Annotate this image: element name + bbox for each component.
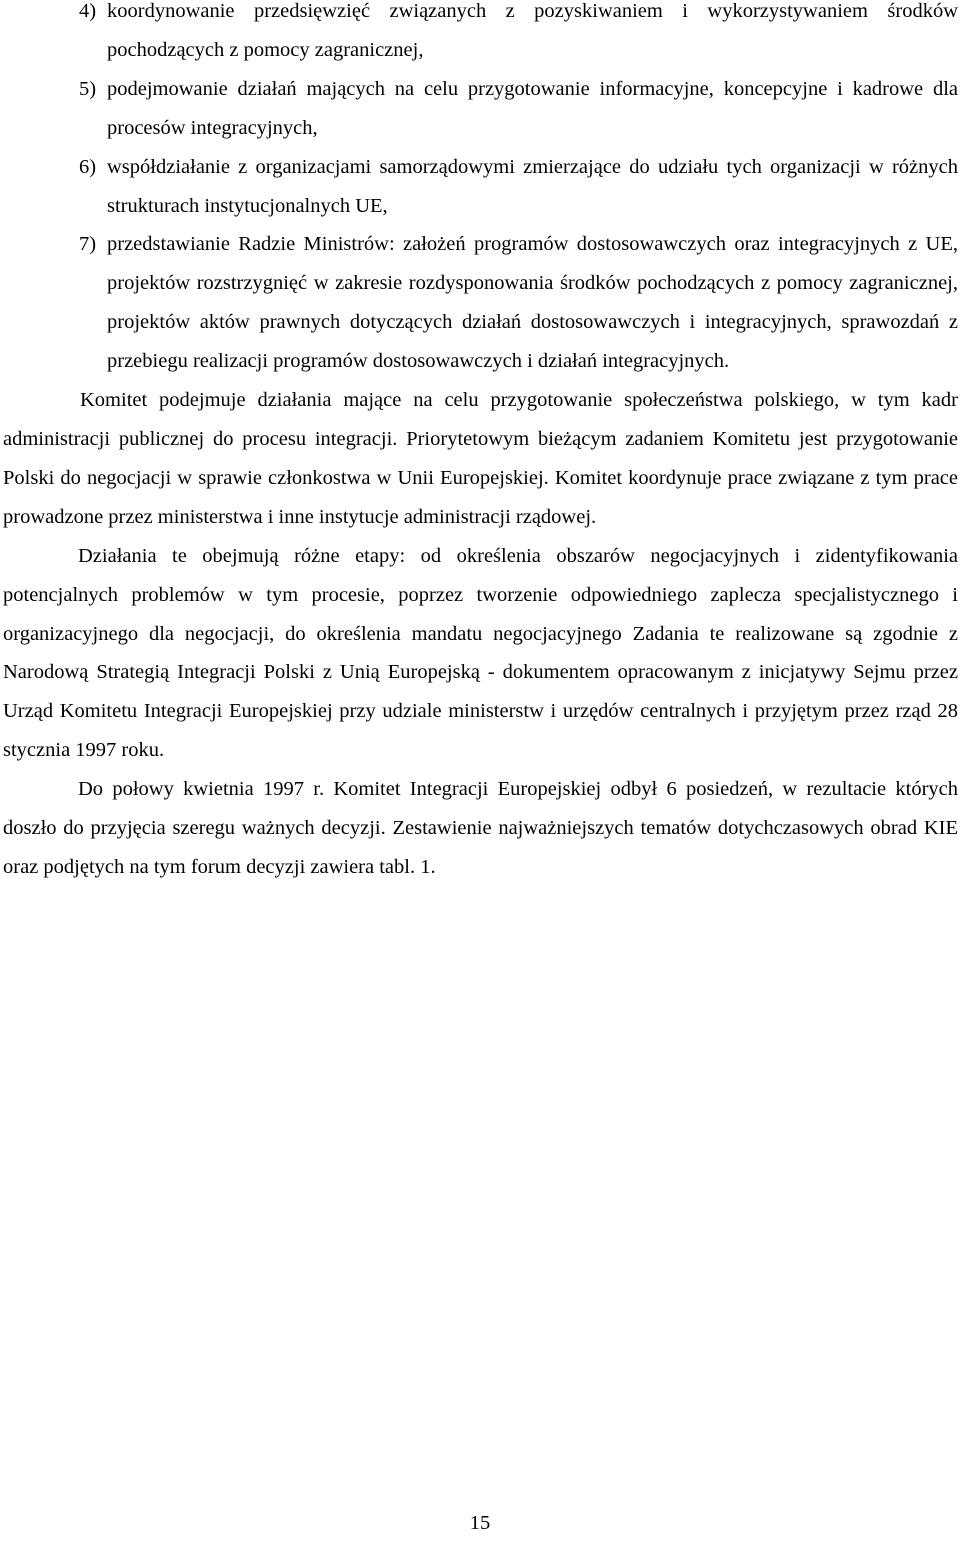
- numbered-list: [0, 0, 960, 381]
- paragraph-komitet: Komitet podejmuje działania mające na celu przygotowanie społeczeństwa polskiego, w tym kadr administracji publicznej do procesu integracji. Priorytetowym bieżącym zadaniem Komitetu jest przygotowanie Polski do negocjacji w sprawie członkostwa w Unii Europejskiej. Komitet koordynuje prace związane z tym prace prowadzone przez ministerstwa i inne instytucje administracji rządowej.: [3, 389, 958, 528]
- list-item-number: 4): [79, 0, 97, 22]
- list-item-number: 6): [79, 155, 97, 178]
- list-item-text: koordynowanie przedsięwzięć związanych z pozyskiwaniem i wykorzystywaniem środków pochodzących z pomocy zagranicznej,: [107, 0, 958, 61]
- list-item: [0, 70, 960, 148]
- list-item-number: 5): [79, 77, 97, 100]
- list-item: [0, 225, 960, 381]
- list-item: [0, 0, 960, 70]
- list-item-text: podejmowanie działań mających na celu przygotowanie informacyjne, koncepcyjne i kadrowe dla procesów integracyjnych,: [107, 77, 958, 139]
- paragraph-posiedzenia: Do połowy kwietnia 1997 r. Komitet Integracji Europejskiej odbył 6 posiedzeń, w rezultacie których doszło do przyjęcia szeregu ważnych decyzji. Zestawienie najważniejszych tematów dotychczasowych obrad KIE oraz podjętych na tym forum decyzji zawiera tabl. 1.: [3, 778, 958, 878]
- list-item-number: 7): [79, 233, 97, 256]
- list-item: [0, 148, 960, 226]
- list-item-text: przedstawianie Radzie Ministrów: założeń programów dostosowawczych oraz integracyjnych z UE, projektów rozstrzygnięć w zakresie rozdysponowania środków pochodzących z pomocy zagranicznej, projektów aktów prawnych dotyczących działań dostosowawczych i integracyjnych, sprawozdań z przebiegu realizacji programów dostosowawczych i działań integracyjnych.: [107, 233, 958, 373]
- page-number: 15: [469, 1512, 491, 1534]
- list-item-text: współdziałanie z organizacjami samorządowymi zmierzające do udziału tych organizacji w różnych strukturach instytucjonalnych UE,: [107, 155, 958, 217]
- paragraph-dzialania: Działania te obejmują różne etapy: od określenia obszarów negocjacyjnych i zidentyfikowania potencjalnych problemów w tym procesie, poprzez tworzenie odpowiedniego zaplecza specjalistycznego i organizacyjnego dla negocjacji, do określenia mandatu negocjacyjnego Zadania te realizowane są zgodnie z Narodową Strategią Integracji Polski z Unią Europejską - dokumentem opracowanym z inicjatywy Sejmu przez Urząd Komitetu Integracji Europejskiej przy udziale ministerstw i urzędów centralnych i przyjętym przez rząd 28 stycznia 1997 roku.: [3, 544, 958, 762]
